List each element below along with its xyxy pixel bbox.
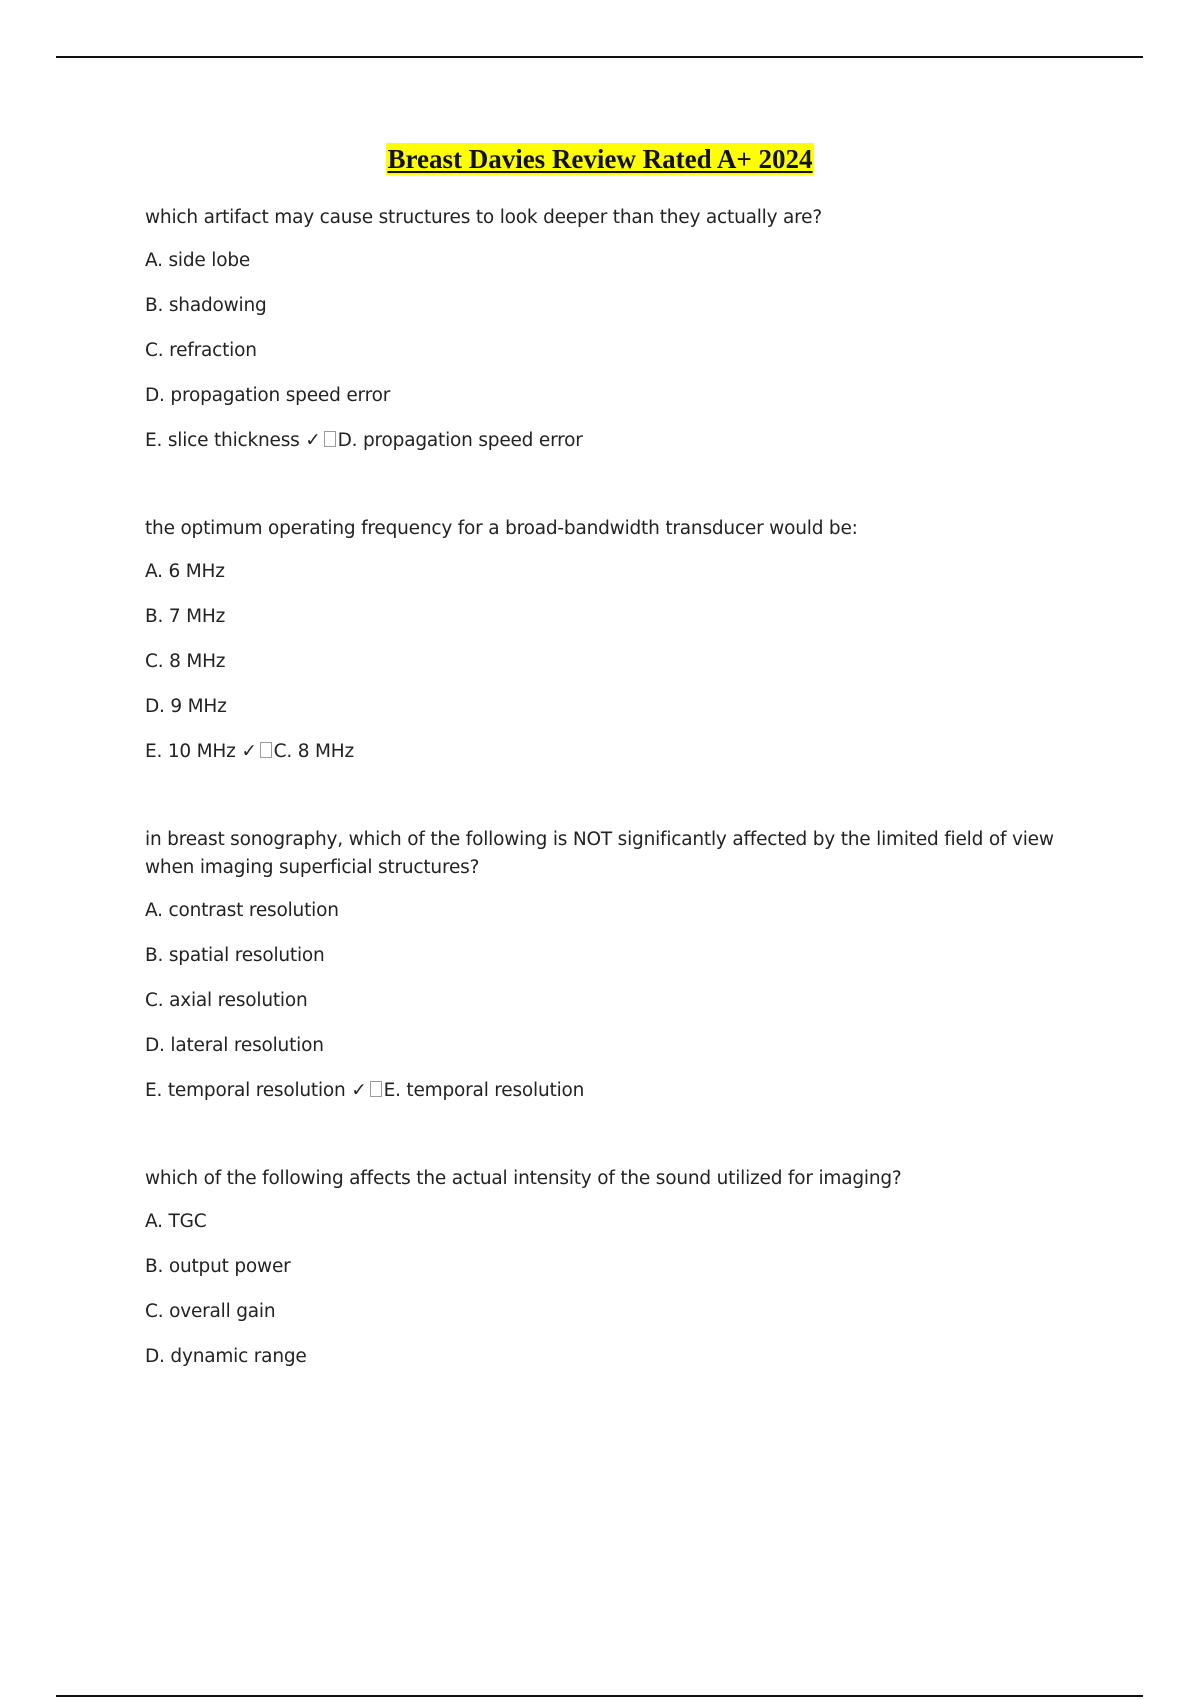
document-title: Breast Davies Review Rated A+ 2024	[387, 144, 813, 174]
question-4-option-d: D. dynamic range	[145, 1346, 307, 1367]
question-4	[145, 1165, 1065, 1371]
question-1-option-e: E. slice thickness	[145, 430, 300, 451]
question-2-option-e-with-answer	[145, 738, 1065, 766]
check-icon: ✓	[305, 430, 321, 451]
question-2	[145, 515, 1065, 766]
question-3-option-e: E. temporal resolution	[145, 1080, 346, 1101]
title-container	[0, 143, 1200, 175]
question-1-option-a: A. side lobe	[145, 250, 251, 271]
question-4-option-b: B. output power	[145, 1256, 291, 1277]
missing-glyph-box-icon	[324, 431, 336, 447]
question-3-option-b: B. spatial resolution	[145, 945, 325, 966]
question-1	[145, 204, 1065, 455]
question-2-text: the optimum operating frequency for a broad-bandwidth transducer would be:	[145, 518, 858, 539]
header-rule	[56, 56, 1143, 58]
questions-content	[145, 204, 1065, 1371]
question-3-option-d: D. lateral resolution	[145, 1035, 324, 1056]
question-2-option-a: A. 6 MHz	[145, 561, 225, 582]
question-3	[145, 826, 1065, 1105]
question-2-option-b: B. 7 MHz	[145, 606, 226, 627]
question-1-option-c: C. refraction	[145, 340, 257, 361]
question-2-answer: C. 8 MHz	[273, 741, 354, 762]
question-4-option-c: C. overall gain	[145, 1301, 276, 1322]
check-icon: ✓	[351, 1080, 367, 1101]
missing-glyph-box-icon	[260, 742, 272, 758]
question-1-option-d: D. propagation speed error	[145, 385, 391, 406]
question-2-option-d: D. 9 MHz	[145, 696, 227, 717]
question-1-text: which artifact may cause structures to look deeper than they actually are?	[145, 207, 822, 228]
question-4-text: which of the following affects the actual intensity of the sound utilized for imaging?	[145, 1168, 902, 1189]
question-2-option-e: E. 10 MHz	[145, 741, 236, 762]
missing-glyph-box-icon	[370, 1081, 382, 1097]
question-gap	[145, 766, 1065, 826]
question-1-option-b: B. shadowing	[145, 295, 267, 316]
footer-rule	[56, 1695, 1143, 1697]
question-gap	[145, 1105, 1065, 1165]
question-3-text: in breast sonography, which of the following is NOT significantly affected by the limited field of view when imaging superficial structures?	[145, 829, 1054, 878]
question-3-option-a: A. contrast resolution	[145, 900, 339, 921]
question-3-answer: E. temporal resolution	[383, 1080, 585, 1101]
question-3-option-e-with-answer	[145, 1077, 1065, 1105]
question-1-answer: D. propagation speed error	[337, 430, 583, 451]
question-1-option-e-with-answer	[145, 427, 1065, 455]
question-4-option-a: A. TGC	[145, 1211, 207, 1232]
check-icon: ✓	[241, 741, 257, 762]
question-2-option-c: C. 8 MHz	[145, 651, 226, 672]
question-gap	[145, 455, 1065, 515]
question-3-option-c: C. axial resolution	[145, 990, 308, 1011]
